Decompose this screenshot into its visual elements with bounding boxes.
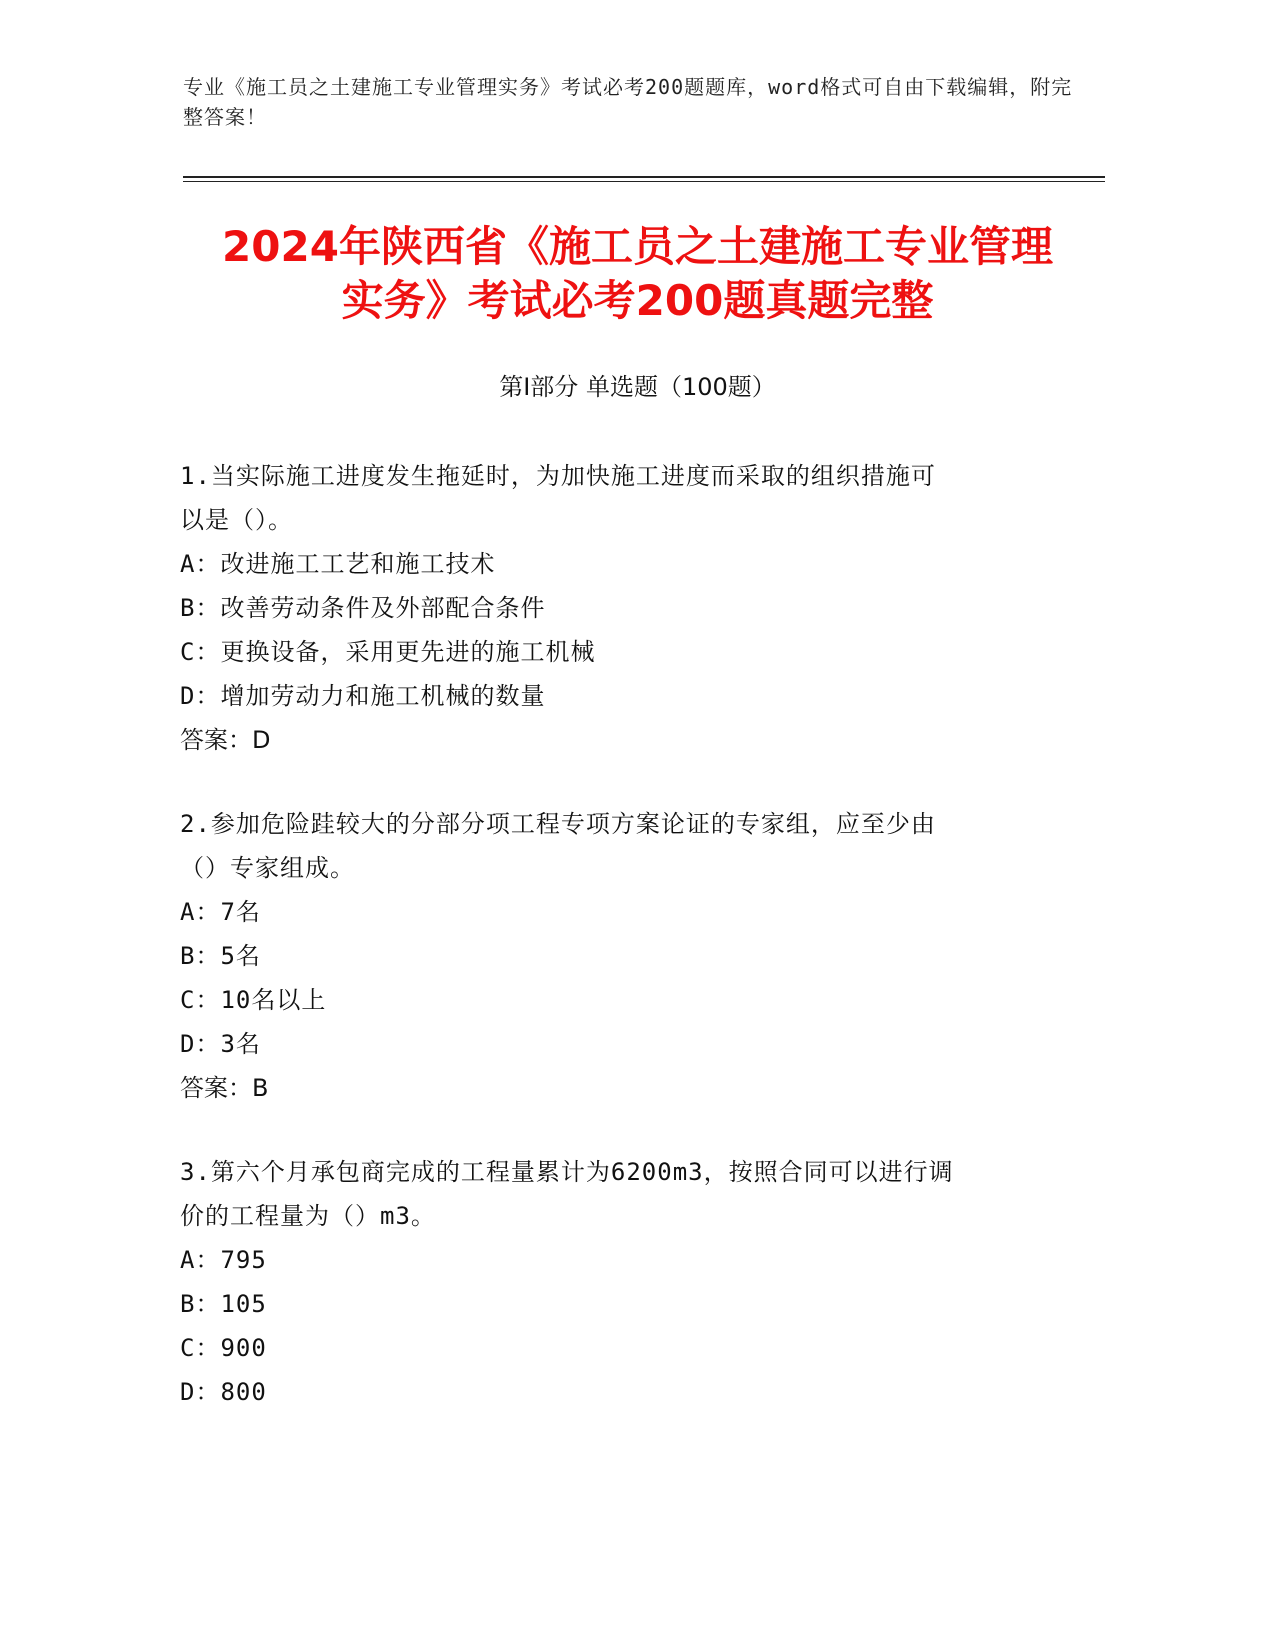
option-c: C：900 xyxy=(180,1334,267,1362)
question-stem-line-1: 3.第六个月承包商完成的工程量累计为6200m3，按照合同可以进行调 xyxy=(180,1158,954,1186)
document-title xyxy=(150,220,1125,328)
option-a: A：7名 xyxy=(180,898,261,926)
section-heading: 第I部分 单选题（100题） xyxy=(499,373,776,401)
option-b: B：105 xyxy=(180,1290,267,1318)
header-divider-thick xyxy=(183,176,1105,178)
question-1 xyxy=(180,454,1080,762)
option-a: A：795 xyxy=(180,1246,267,1274)
title-line-1: 2024年陕西省《施工员之土建施工专业管理 xyxy=(222,222,1053,271)
option-b: B：5名 xyxy=(180,942,261,970)
question-stem-line-2: 以是（）。 xyxy=(180,506,293,534)
question-stem-line-2: 价的工程量为（）m3。 xyxy=(180,1202,436,1230)
option-d: D：增加劳动力和施工机械的数量 xyxy=(180,682,546,710)
question-3 xyxy=(180,1150,1080,1414)
answer-text: 答案：D xyxy=(180,726,271,754)
question-stem-line-1: 2.参加危险跬较大的分部分项工程专项方案论证的专家组，应至少由 xyxy=(180,810,936,838)
option-d: D：800 xyxy=(180,1378,267,1406)
question-2 xyxy=(180,802,1080,1110)
header-note: 专业《施工员之土建施工专业管理实务》考试必考200题题库，word格式可自由下载编辑，附完整答案！ xyxy=(183,75,1073,129)
title-line-2: 实务》考试必考200题真题完整 xyxy=(341,276,934,325)
option-a: A：改进施工工艺和施工技术 xyxy=(180,550,496,578)
answer-text: 答案：B xyxy=(180,1074,269,1102)
option-c: C：10名以上 xyxy=(180,986,327,1014)
header-divider-thin xyxy=(183,181,1105,182)
option-b: B：改善劳动条件及外部配合条件 xyxy=(180,594,546,622)
question-stem-line-2: （）专家组成。 xyxy=(180,854,355,882)
question-stem-line-1: 1.当实际施工进度发生拖延时，为加快施工进度而采取的组织措施可 xyxy=(180,462,936,490)
option-d: D：3名 xyxy=(180,1030,261,1058)
option-c: C：更换设备，采用更先进的施工机械 xyxy=(180,638,596,666)
